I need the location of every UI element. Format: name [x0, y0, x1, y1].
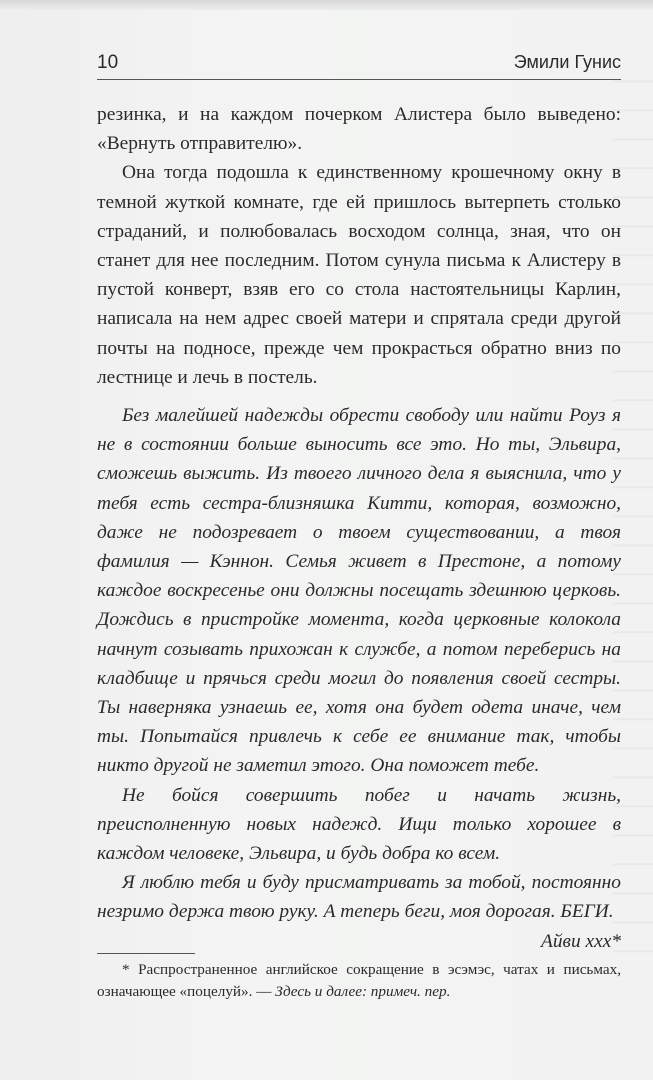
letter-paragraph-1: Без малейшей надежды обрести свободу или найти Роуз я не в состоянии больше выносить все это. Но ты, Эльвира, сможешь выжить. Из твоего личного дела я выяснила, что у тебя есть сестра-близняшка Китти, которая, возможно, даже не подозревает о твоем существовании, а твоя фамилия — Кэннон. Семья живет в Престоне, а потому каждое воскресенье они должны посещать здешнюю церковь. Дождись в пристройке момента, когда церковные колокола начнут созывать прихожан к службе, а потом переберись на кладбище и прячься среди могил до появления своей сестры. Ты наверняка узнаешь ее, хотя она будет одета иначе, чем ты. Попытайся привлечь к себе ее внимание так, чтобы никто другой не заметил этого. Она поможет тебе.	[97, 405, 621, 777]
footnote-text	[97, 959, 621, 1003]
letter-paragraph-3: Я люблю тебя и буду присматривать за тобой, постоянно незримо держа твою руку. А теперь беги, моя дорогая. БЕГИ.	[97, 872, 621, 923]
footnote	[97, 959, 621, 1003]
page-header	[97, 52, 621, 82]
letter-paragraph-2: Не бойся совершить побег и начать жизнь, преисполненную новых надежд. Ищи только хорошее в каждом человеке, Эльвира, и будь добра ко всем.	[97, 784, 621, 865]
paragraph-2: Она тогда подошла к единственному крошечному окну в темной жуткой комнате, где ей пришлось вытерпеть столько страданий, и полюбовалась восходом солнца, зная, что он станет для нее последним. Потом сунула письма к Алистеру в пустой конверт, взяв его со стола настоятельницы Карлин, написала на нем адрес своей матери и спрятала среди другой почты на подносе, прежде чем прокрасться обратно вниз по лестнице и лечь в постель.	[97, 162, 621, 388]
page-top-edge	[0, 0, 653, 10]
main-text	[97, 100, 621, 956]
page-number: 10	[97, 52, 119, 73]
footnote-translator-note: Здесь и далее: примеч. пер.	[275, 983, 451, 1000]
running-head-author: Эмили Гунис	[513, 52, 621, 72]
header-rule	[97, 79, 621, 80]
spacer	[97, 392, 621, 401]
paragraph-1: резинка, и на каждом почерком Алистера было выведено: «Вернуть отправителю».	[97, 104, 621, 155]
footnote-rule	[97, 953, 195, 954]
footnote-body: * Распространенное английское сокращение в эсэмэс, чатах и письмах, означающее «поцелуй». —	[97, 961, 621, 1000]
letter	[97, 401, 621, 956]
letter-signature: Айви ххх*	[540, 930, 621, 952]
